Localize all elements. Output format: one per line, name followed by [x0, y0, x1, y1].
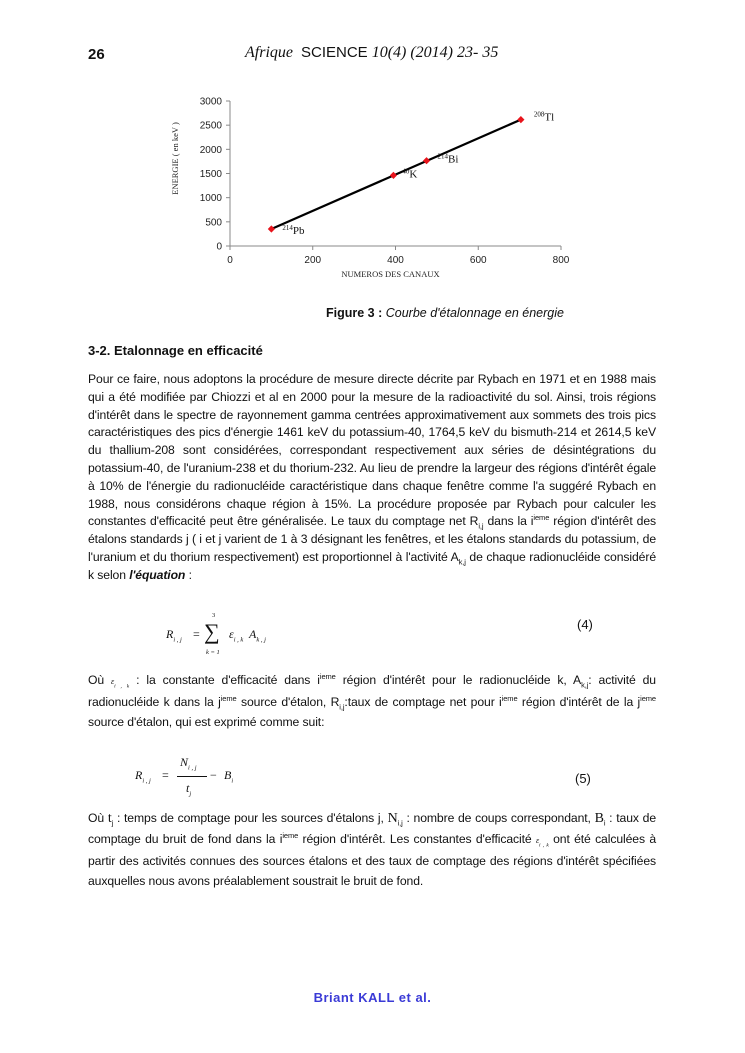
eq4-eps-symbol: ε [229, 627, 234, 641]
p2-sup-g: ieme [640, 693, 656, 703]
data-point [390, 172, 397, 179]
footer-authors: Briant KALL et al. [313, 990, 432, 1005]
energy-calibration-chart [150, 90, 590, 290]
eq4-sum-symbol: ∑ [204, 619, 220, 644]
p2-eps: ε [111, 677, 115, 686]
eq5-B-symbol: B [224, 768, 232, 782]
eq4-R-sub: i , j [173, 636, 182, 644]
journal-name: SCIENCE [301, 44, 368, 61]
p2-text-b: : la constante d'efficacité dans i [129, 673, 320, 687]
x-axis-label: NUMEROS DES CANAUX [341, 269, 440, 279]
y-tick-label: 1000 [199, 193, 222, 205]
data-point [517, 116, 524, 123]
eq5-R: R [135, 768, 143, 782]
y-tick-label: 500 [205, 217, 222, 229]
section-title: 3-2. Etalonnage en efficacité [88, 343, 263, 358]
point-label: $^{40}$K [402, 167, 418, 181]
p3-text-d: : taux de comptage du bruit de fond dans la i [88, 811, 656, 846]
figure-caption-text: Courbe d'étalonnage en énergie [385, 306, 564, 320]
x-tick-label: 0 [227, 255, 233, 266]
eq5-lhs [135, 768, 151, 783]
eq5-number: (5) [575, 771, 591, 786]
point-label: $^{208}$Tl [533, 110, 555, 124]
eq4-equals: = [193, 627, 200, 641]
point-label: $^{214}$Bi [437, 152, 459, 166]
x-tick-label: 400 [387, 255, 404, 266]
eq5-equals: = [162, 768, 169, 782]
eq4-sum-bottom: k = 1 [206, 649, 220, 656]
p2-sup-d: ieme [220, 693, 237, 703]
p3-text-a: Où [88, 811, 108, 825]
paragraph-2 [88, 670, 656, 732]
p2-sup-f: ieme [501, 693, 518, 703]
eq5-t: t [186, 781, 190, 795]
p2-text-h: source d'étalon, qui est exprimé comme suit: [88, 715, 325, 729]
p1-text-e: : [185, 567, 192, 582]
x-tick-label: 200 [304, 255, 322, 266]
p3-eps-sub: i , k [539, 842, 549, 849]
eq5-numerator [180, 755, 197, 770]
fit-line [271, 120, 520, 229]
eq5-R-sub: i , j [142, 777, 151, 785]
p3-text-e: région d'intérêt. Les constantes d'efficacité [298, 832, 536, 846]
paragraph-3 [88, 808, 656, 891]
p3-N: N [387, 811, 398, 826]
y-tick-label: 2500 [199, 120, 222, 132]
eq4-lhs [166, 627, 182, 642]
eq5-t-sub: j [189, 790, 192, 798]
data-point [268, 225, 275, 232]
eq4-sum-top: 3 [212, 612, 216, 619]
p1-text-c: région d'intérêt des étalons standards j ( i et j varient de 1 à 3 désignant les fenêtres, et les étalons standards du potassium, de l'uranium et du thorium respectivement) est proportionnel à l'activité A [88, 514, 657, 564]
eq4-A [249, 627, 266, 642]
p1-sup-b: ieme [533, 513, 550, 523]
p1-text-a: Pour ce faire, nous adoptons la procédure de mesure directe décrite par Rybach en 1971 et en 1988 mais qui a été modifiée par Chiozzi et al en 2000 pour la mesure de la radioactivité du sol. Ainsi, trois régions d'intérêt dans le spectre de rayonnement gamma centrées approximativement aux sommets des trois pics caractéristiques des pics d'énergie 1461 keV du potassium-40, 1764,5 keV du bismuth-214 et 2614,5 keV du thallium-208 sont considérées, correspondant respectivement aux séries de désintégrations du potassium-40, de l'uranium-238 et du thorium-232. Au lieu de prendre la largeur des régions d'intérêt égale à 10% de l'énergie du radionucléide caractéristique dans chaque fenêtre comme l'a suggéré Rybach en 1988, nous considérons chaque région à 15%. La procédure proposée par Rybach pour calculer les constantes d'efficacité peut être généralisée. Le taux du comptage net R [88, 372, 656, 529]
x-tick-label: 600 [469, 255, 487, 266]
eq4-number: (4) [577, 617, 593, 632]
eq4-R: R [166, 627, 174, 641]
x-tick-label: 800 [552, 255, 570, 266]
eq5-N-sub: i , j [188, 764, 197, 772]
p2-eps-sub: i , k [114, 683, 130, 690]
eq4-A-sub: k , j [256, 636, 266, 644]
p2-text-e: source d'étalon, R [236, 695, 340, 709]
p3-text-c: : nombre de coups correspondant, [402, 811, 595, 825]
p3-text-b: : temps de comptage pour les sources d'étalons j, [113, 811, 388, 825]
figure-caption [326, 306, 564, 320]
eq4-eps-sub: i , k [233, 636, 244, 644]
eq5-N: N [180, 755, 189, 769]
p3-eps: ε [535, 836, 540, 845]
journal-header [245, 44, 498, 62]
p2-sub-c: k,j [581, 680, 589, 690]
eq5-minus: − [210, 768, 217, 782]
p1-sub-a: i,j [478, 521, 484, 531]
eq5-denominator [186, 781, 191, 796]
p1-text-d: de chaque radionucléide considéré k selon [88, 549, 657, 582]
p2-sup-b: ieme [319, 671, 336, 681]
p3-N-sub: i,j [397, 818, 403, 828]
p2-text-d: : activité du radionucléide k dans la j [88, 673, 656, 709]
p3-t-sub: j [111, 818, 114, 828]
p2-text-g: région d'intérêt de la j [517, 695, 641, 709]
p3-sup-d: ieme [282, 830, 299, 840]
y-tick-label: 1500 [199, 169, 222, 180]
p3-t: t [107, 811, 112, 826]
page-number: 26 [88, 46, 105, 63]
p1-sub-c: k,j [458, 557, 466, 567]
p2-sub-e: i,j [339, 702, 345, 712]
y-tick-label: 0 [216, 241, 222, 253]
eq4-A-symbol: A [249, 627, 257, 641]
p3-B: B [594, 811, 604, 826]
p1-emphasis: l'équation [129, 567, 186, 582]
eq5-fraction-bar [177, 776, 207, 777]
p2-text-a: Où [88, 673, 112, 687]
p1-text-b: dans la i [483, 514, 534, 529]
eq4-eps [229, 627, 243, 642]
eq5-B-sub: i [231, 777, 234, 785]
p3-text-f: ont été calculées à partir des activités connues des sources étalons et des taux de comptage des régions d'intérêt spécifiées auxquelles nous avons préalablement soustrait le bruit de fond. [88, 832, 656, 888]
p2-text-f: :taux de comptage net pour i [344, 695, 502, 709]
y-tick-label: 2000 [199, 144, 222, 156]
figure-label: Figure 3 : [326, 306, 383, 320]
journal-issue: 10(4) (2014) 23- 35 [371, 44, 499, 61]
eq5-B [224, 768, 233, 783]
y-tick-label: 3000 [199, 96, 222, 108]
journal-prefix: Afrique [245, 44, 293, 61]
p3-B-sub: i [603, 818, 606, 828]
p2-text-c: région d'intérêt pour le radionucléide k, A [335, 673, 582, 687]
paragraph-1 [88, 371, 656, 585]
y-axis-label: ENERGIE ( en keV ) [170, 122, 180, 195]
point-label: $^{214}$Pb [282, 223, 305, 237]
